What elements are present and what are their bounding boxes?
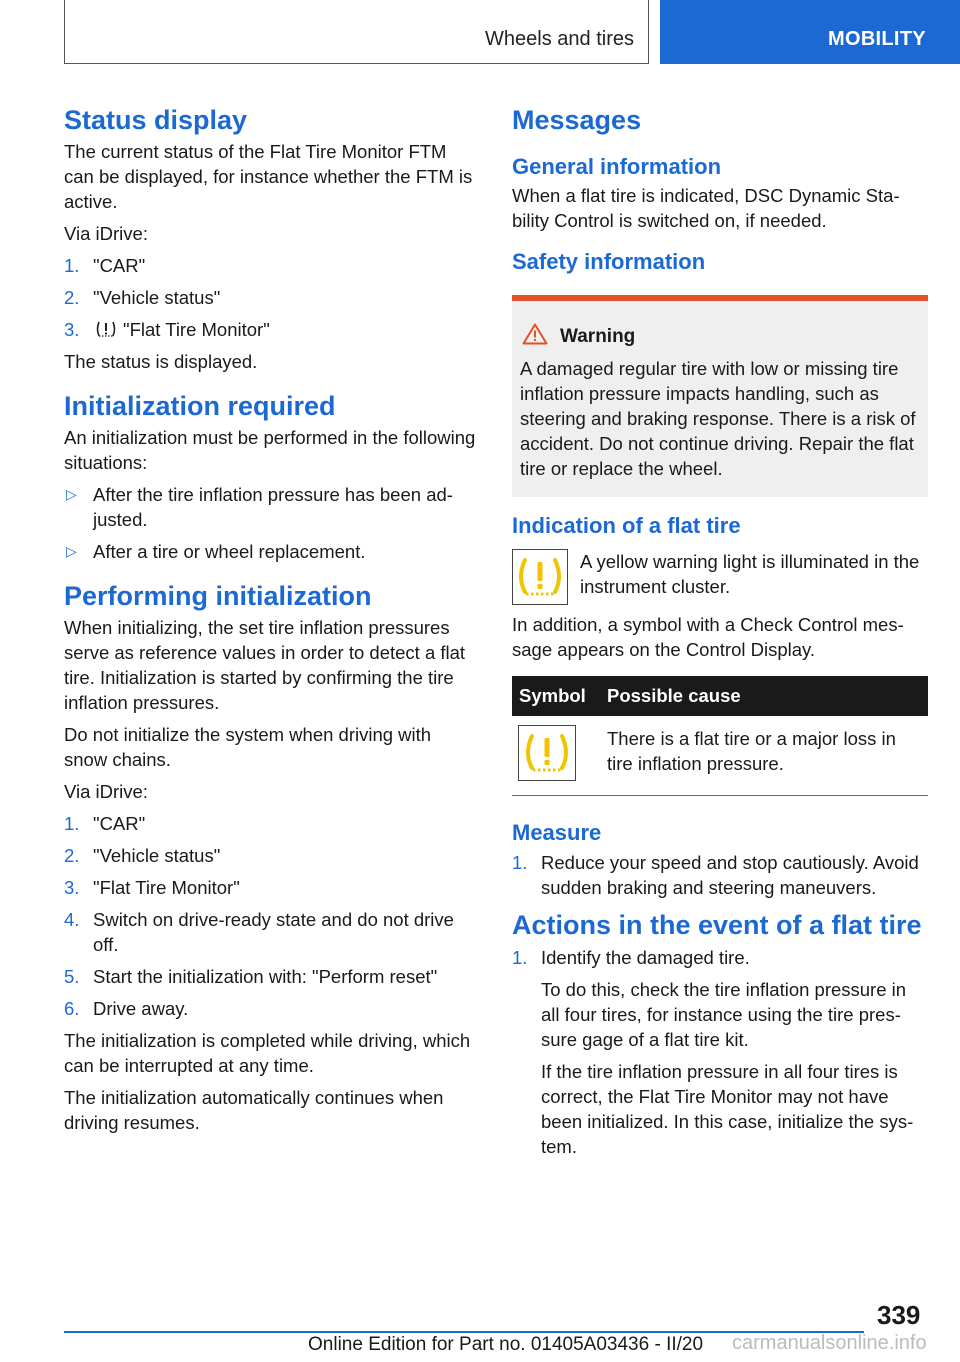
page-number: 339: [877, 1300, 921, 1330]
left-column: [64, 100, 476, 1135]
warning-header: [520, 323, 920, 350]
header-section-title: Wheels and tires: [485, 28, 634, 50]
list-item: ▷ After a tire or wheel replacement.: [66, 541, 366, 562]
table-header-symbol: Symbol: [512, 676, 600, 716]
list-item: 1. Reduce your speed and stop cautiously. Avoid sudden braking and steering maneuvers.: [512, 852, 919, 898]
init-required-heading: Initialization required: [64, 391, 336, 421]
performing-init-heading: Performing initialization: [64, 581, 372, 611]
table-cell-cause: There is a flat tire or a major loss in tire inflation pressure.: [600, 716, 928, 796]
indicator-text: A yellow warning light is illuminated in the instrument cluster.: [580, 551, 920, 597]
performing-init-steps: [64, 811, 476, 1021]
header-chapter-tab: [660, 0, 960, 64]
actions-heading: Actions in the event of a flat tire: [512, 910, 922, 940]
table-header-row: [512, 676, 928, 716]
general-info-heading: General information: [512, 154, 722, 179]
list-item: 1. Identify the damaged tire. To do this, check the tire inflation pressure in all four tires, for instance using the tire pressure gage of a flat tire kit. If the tire inflation pressure in all four tires is correct, the Flat Tire Monitor may not have been initialized. In this case, initialize the system.: [512, 945, 928, 1159]
warning-triangle-icon: [522, 323, 548, 350]
list-item: 3. "Flat Tire Monitor": [64, 319, 270, 340]
status-display-via: Via iDrive:: [64, 223, 148, 244]
warning-box: [512, 295, 928, 497]
measure-steps: [512, 850, 928, 900]
tire-pressure-warning-icon: [518, 725, 576, 781]
actions-steps: [512, 945, 928, 1159]
list-item: 5. Start the initialization with: "Perform reset": [64, 966, 438, 987]
indication-after-text: In addition, a symbol with a Check Control message appears on the Control Display.: [512, 614, 904, 660]
messages-heading: Messages: [512, 105, 642, 135]
footer-watermark: carmanualsonline.info: [732, 1332, 927, 1354]
actions-sub-paragraph: If the tire inflation pressure in all four tires is correct, the Flat Tire Monitor may not have been initialized. In this case, initialize the system.: [541, 1061, 914, 1157]
init-required-bullets: [64, 482, 476, 564]
list-item: 1. "CAR": [64, 813, 146, 834]
list-item: 4. Switch on drive-ready state and do not drive off.: [64, 909, 454, 955]
table-cell-symbol: [512, 716, 600, 796]
status-display-heading: Status display: [64, 105, 248, 135]
right-column: [512, 100, 928, 1166]
warning-title: Warning: [560, 326, 636, 347]
list-item: 1. "CAR": [64, 255, 146, 276]
tire-pressure-icon: [95, 319, 117, 337]
header-chapter-label: MOBILITY: [828, 28, 926, 50]
status-display-steps: [64, 253, 476, 342]
performing-init-p3: The initialization is completed while driving, which can be interrupted at any time.: [64, 1030, 471, 1076]
list-item: ▷ After the tire inflation pressure has been adjusted.: [66, 484, 453, 530]
general-info-text: When a flat tire is indicated, DSC Dynamic Stability Control is switched on, if needed.: [512, 185, 900, 231]
status-display-intro: The current status of the Flat Tire Monitor FTM can be displayed, for instance whether the FTM is active.: [64, 141, 473, 212]
measure-heading: Measure: [512, 820, 602, 845]
actions-sub-paragraph: To do this, check the tire inflation pressure in all four tires, for instance using the tire pressure gage of a flat tire kit.: [541, 979, 907, 1050]
table-header-cause: Possible cause: [600, 676, 928, 716]
footer-edition: Online Edition for Part no. 01405A03436 - II/20: [308, 1334, 704, 1355]
list-item: 3. "Flat Tire Monitor": [64, 877, 240, 898]
performing-init-via: Via iDrive:: [64, 781, 148, 802]
warning-text: A damaged regular tire with low or missing tire inflation pressure impacts handling, such as steering and braking response. There is a risk of accident. Do not continue driving. Repair the flat tire or replace the wheel.: [520, 358, 916, 479]
bullet-triangle-icon: ▷: [66, 486, 77, 502]
performing-init-p2: Do not initialize the system when driving with snow chains.: [64, 724, 432, 770]
list-item: 2. "Vehicle status": [64, 845, 221, 866]
status-display-outro: The status is displayed.: [64, 351, 258, 372]
header-section-box: [64, 0, 649, 64]
list-item: 6. Drive away.: [64, 998, 189, 1019]
bullet-triangle-icon: ▷: [66, 543, 77, 559]
safety-info-heading: Safety information: [512, 249, 706, 274]
symbol-table: [512, 676, 928, 796]
yellow-tire-warning-light-icon: [512, 549, 568, 605]
table-row: [512, 716, 928, 796]
indication-heading: Indication of a flat tire: [512, 513, 741, 538]
performing-init-p4: The initialization automatically continues when driving resumes.: [64, 1087, 444, 1133]
indicator-row: [512, 549, 928, 605]
list-item: 2. "Vehicle status": [64, 287, 221, 308]
init-required-intro: An initialization must be performed in the following situations:: [64, 427, 476, 473]
performing-init-p1: When initializing, the set tire inflation pressures serve as reference values in order to detect a flat tire. Initialization is started by confirming the tire inflation pressures.: [64, 617, 466, 713]
